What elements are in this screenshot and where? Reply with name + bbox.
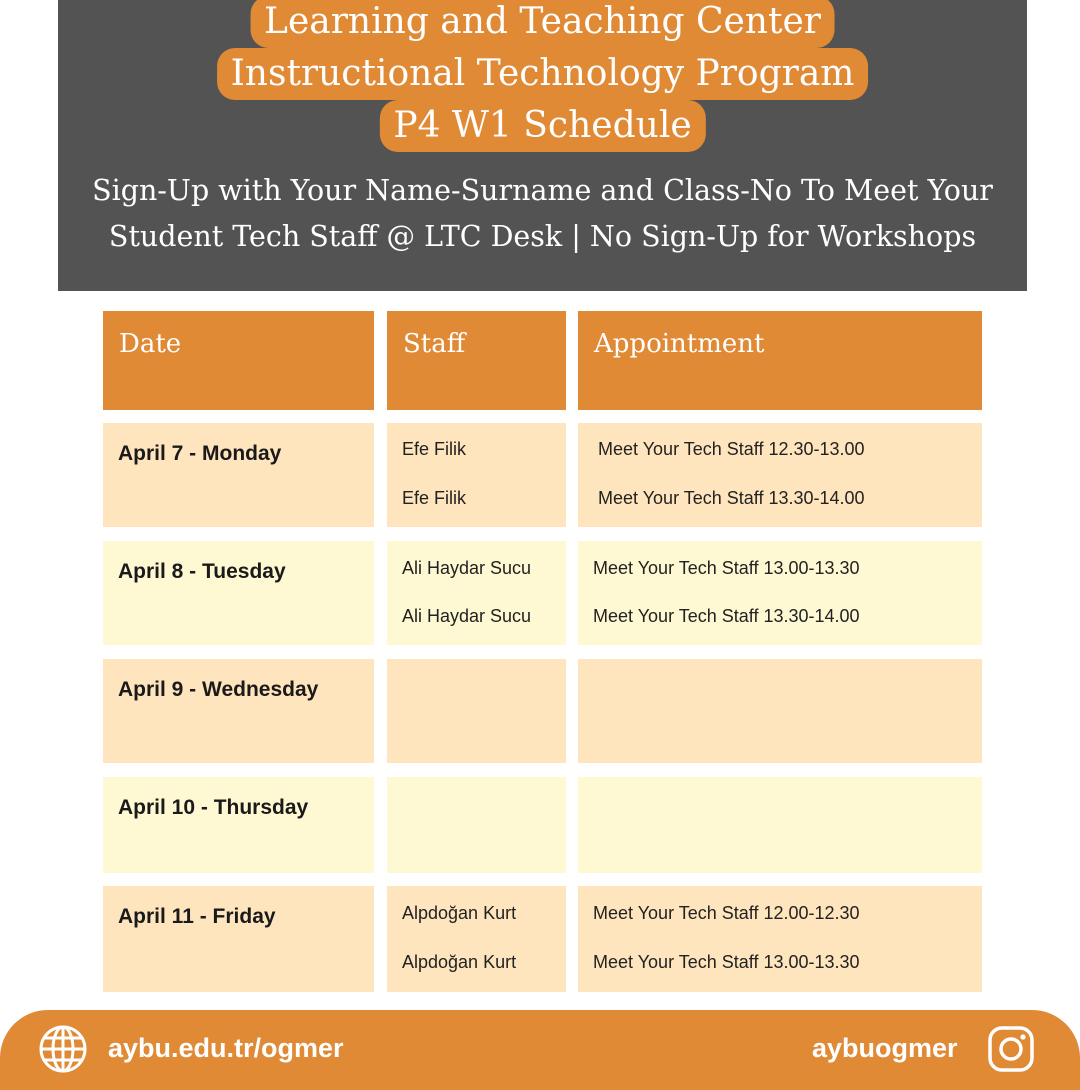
row-staff-wednesday — [387, 659, 566, 763]
row-appointment-wednesday — [578, 659, 982, 763]
instagram-icon[interactable] — [986, 1024, 1036, 1074]
appointment-slot: Meet Your Tech Staff 13.00-13.30 — [593, 952, 860, 972]
staff-entry: Alpdoğan Kurt — [402, 952, 517, 972]
website-link[interactable]: aybu.edu.tr/ogmer — [108, 1033, 344, 1063]
staff-entry: Efe Filik — [402, 439, 467, 459]
column-header-date: Date — [103, 311, 374, 410]
subtitle-line-2: Student Tech Staff @ LTC Desk | No Sign-Up for Workshops — [108, 220, 977, 253]
staff-entry: Ali Haydar Sucu — [402, 606, 532, 626]
staff-entry: Alpdoğan Kurt — [402, 903, 517, 923]
column-header-appointment: Appointment — [578, 311, 982, 410]
appointment-slot: Meet Your Tech Staff 13.00-13.30 — [593, 558, 860, 578]
header-banner — [58, 0, 1027, 291]
row-date-thursday: April 10 - Thursday — [103, 777, 374, 873]
row-date-tuesday: April 8 - Tuesday — [103, 541, 374, 645]
row-date-wednesday: April 9 - Wednesday — [103, 659, 374, 763]
row-appointment-thursday — [578, 777, 982, 873]
row-date-monday: April 7 - Monday — [103, 423, 374, 527]
title-line-3: P4 W1 Schedule — [379, 100, 705, 152]
appointment-slot: Meet Your Tech Staff 13.30-14.00 — [598, 488, 865, 508]
row-appointment-tuesday — [578, 541, 982, 645]
row-staff-thursday — [387, 777, 566, 873]
appointment-slot: Meet Your Tech Staff 13.30-14.00 — [593, 606, 860, 626]
row-staff-friday — [387, 886, 566, 992]
instagram-handle[interactable]: aybuogmer — [812, 1033, 958, 1063]
staff-entry: Efe Filik — [402, 488, 467, 508]
row-date-friday: April 11 - Friday — [103, 886, 374, 992]
appointment-slot: Meet Your Tech Staff 12.30-13.00 — [598, 439, 865, 459]
title-line-1: Learning and Teaching Center — [250, 0, 835, 48]
row-appointment-friday — [578, 886, 982, 992]
globe-icon — [38, 1024, 88, 1074]
title-line-2: Instructional Technology Program — [217, 48, 869, 100]
row-staff-tuesday — [387, 541, 566, 645]
appointment-slot: Meet Your Tech Staff 12.00-12.30 — [593, 903, 860, 923]
column-header-staff: Staff — [387, 311, 566, 410]
subtitle — [58, 168, 1027, 260]
subtitle-line-1: Sign-Up with Your Name-Surname and Class-No To Meet Your — [92, 174, 993, 207]
staff-entry: Ali Haydar Sucu — [402, 558, 532, 578]
